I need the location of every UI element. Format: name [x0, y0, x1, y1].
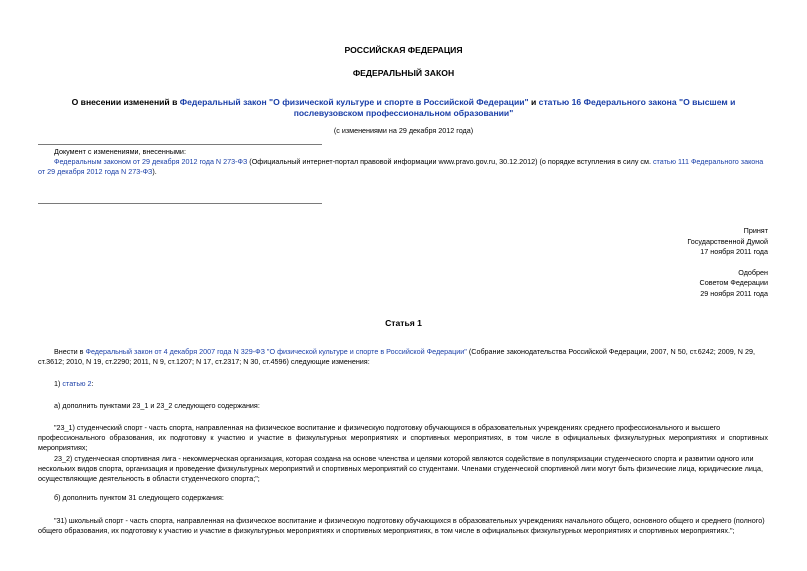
article-111-link-cont[interactable]: от 29 декабря 2012 года N 273-ФЗ — [38, 167, 153, 176]
p31-line-2: общего образования, их подготовку к участию и участие в физкультурных мероприятиях и спортивных мероприятиях, в том числе в официальных физкультурных мероприятиях и спортивных мероприятиях."; — [38, 526, 735, 535]
document-title — [40, 97, 767, 119]
title-article-link-cont[interactable]: послевузовском профессиональном образовании" — [293, 108, 514, 118]
item-b: б) дополнить пунктом 31 следующего содержания: — [54, 493, 224, 502]
paragraph-31 — [38, 516, 768, 536]
title-law-link[interactable]: Федеральный закон "О физической культуре и спорте в Российской Федерации" — [179, 97, 529, 107]
accepted-by: Государственной Думой — [687, 236, 768, 246]
article-heading: Статья 1 — [385, 318, 422, 328]
article-2-link[interactable]: статью 2 — [62, 379, 92, 388]
p23-1-line-1: "23_1) студенческий спорт - часть спорта, направленная на физическое воспитание и физическую подготовку обучающихся в образовательных учреждениях среднего профессионального и высшего — [54, 423, 721, 432]
approved-label: Одобрен — [738, 267, 768, 277]
country-heading: РОССИЙСКАЯ ФЕДЕРАЦИЯ — [344, 45, 463, 55]
bottom-divider — [38, 203, 322, 204]
title-mid: и — [528, 97, 539, 107]
title-prefix: О внесении изменений в — [71, 97, 180, 107]
accepted-date: 17 ноября 2011 года — [700, 247, 768, 256]
paragraph-23-2 — [38, 454, 768, 484]
changes-text-end: ). — [152, 167, 157, 176]
intro-prefix: Внести в — [54, 347, 86, 356]
p23-1-line-2: профессионального образования, их подготовку к участию и участие в физкультурных мероприятиях и спортивных мероприятиях, в том числе в официальных физкультурных мероприятиях и спортивных мероприятиях; — [38, 433, 768, 452]
p23-2-line-2: нескольких видов спорта, организация и проведение физкультурных мероприятий и спортивных мероприятий со студентами. Членами студенческой спортивной лиги могут быть физические лица, юридические лица, — [38, 464, 763, 473]
changes-text: (Официальный интернет-портал правовой информации www.pravo.gov.ru, 30.12.2012) (о порядке вступления в силу см. — [247, 157, 653, 166]
document-subtitle: (с изменениями на 29 декабря 2012 года) — [333, 126, 474, 135]
adoption-block — [687, 226, 768, 299]
law-329-link[interactable]: Федеральный закон от 4 декабря 2007 года N 329-ФЗ "О физической культуре и спорте в Российской Федерации" — [85, 347, 467, 356]
p23-2-line-3: осуществляющие деятельность в области студенческого спорта;"; — [38, 474, 260, 483]
p31-line-1: "31) школьный спорт - часть спорта, направленная на физическое воспитание и физическую подготовку обучающихся в образовательных учреждениях начального общего, основного общего и среднего (полного) — [54, 516, 765, 525]
item-1-prefix: 1) — [54, 379, 63, 388]
article-intro — [38, 347, 768, 367]
p23-2-line-1: 23_2) студенческая спортивная лига - некоммерческая организация, которая создана на основе членства и целями которой являются содействие в популяризации студенческого спорта и развитии одного или — [54, 454, 754, 463]
paragraph-23-1 — [38, 423, 768, 453]
changes-body — [38, 157, 768, 177]
item-1 — [54, 379, 93, 389]
doc-type-heading: ФЕДЕРАЛЬНЫЙ ЗАКОН — [352, 68, 455, 78]
item-1-suffix: : — [91, 379, 94, 388]
item-a: а) дополнить пунктами 23_1 и 23_2 следующего содержания: — [54, 401, 260, 410]
article-111-link[interactable]: статью 111 Федерального закона — [652, 157, 764, 166]
changes-heading: Документ с изменениями, внесенными: — [54, 147, 186, 156]
approved-date: 29 ноября 2011 года — [700, 288, 768, 298]
accepted-label: Принят — [743, 226, 768, 235]
title-article-link[interactable]: статью 16 Федерального закона "О высшем и — [538, 97, 736, 107]
approved-by: Советом Федерации — [699, 278, 768, 287]
amending-law-link[interactable]: Федеральным законом от 29 декабря 2012 года N 273-ФЗ — [54, 157, 248, 166]
intro-text-1: (Собрание законодательства Российской Федерации, 2007, N 50, ст.6242; 2009, N 29, — [466, 347, 755, 356]
top-divider — [38, 144, 322, 145]
intro-text-2: ст.3612; 2010, N 19, ст.2290; 2011, N 9, ст.1207; N 17, ст.2317; N 30, ст.4596) следующие изменения: — [38, 357, 370, 366]
